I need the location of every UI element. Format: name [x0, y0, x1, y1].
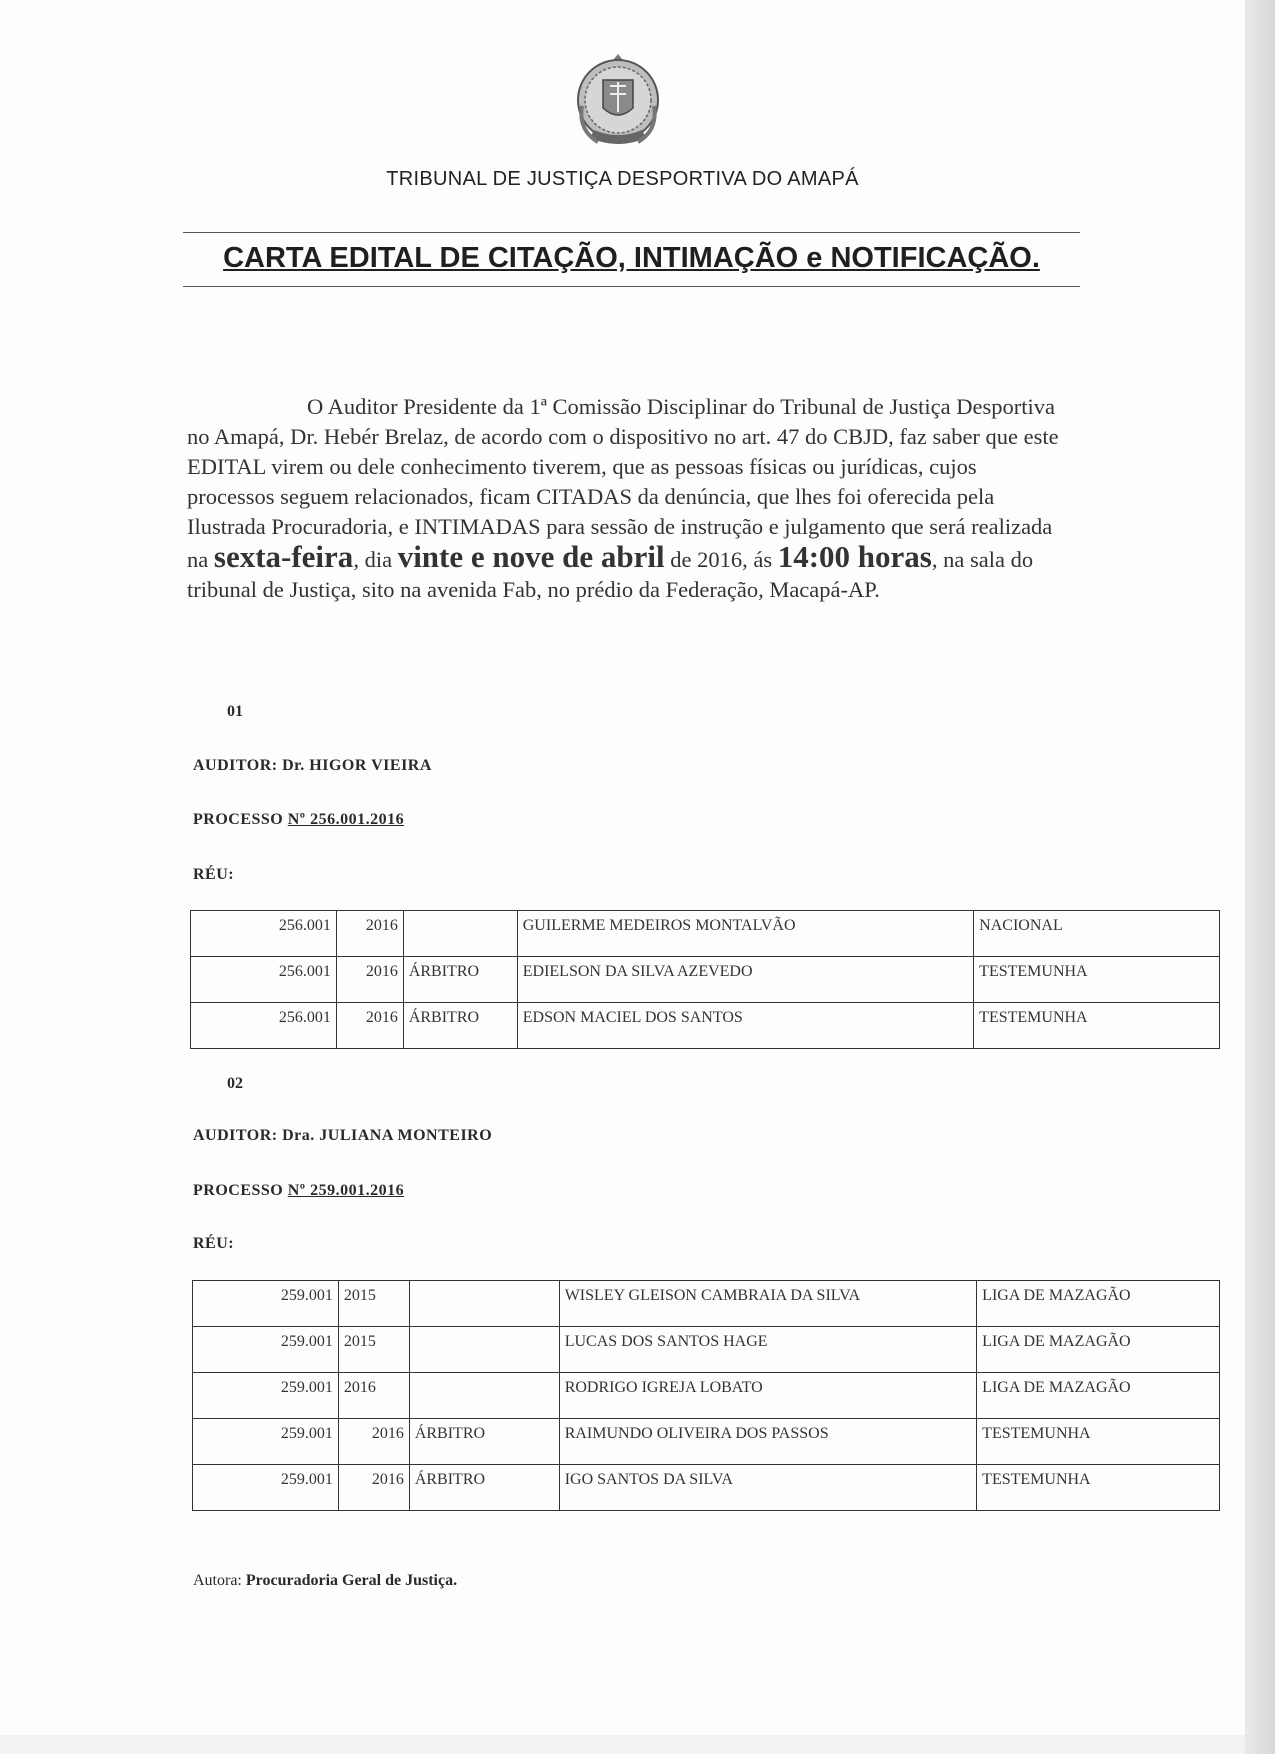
auditor-name: Dra. JULIANA MONTEIRO [282, 1127, 493, 1144]
table-cell: 2016 [338, 1373, 409, 1419]
table-cell: TESTEMUNHA [974, 1003, 1220, 1049]
notice-text-3: de 2016, ás [670, 547, 773, 572]
auditor-name: Dr. HIGOR VIEIRA [282, 757, 432, 774]
table-cell: 2015 [338, 1327, 409, 1373]
block-number: 02 [227, 1075, 243, 1092]
processo-label: PROCESSO [193, 811, 284, 828]
table-cell: NACIONAL [974, 911, 1220, 957]
table-cell [409, 1327, 559, 1373]
table-cell: 2016 [336, 1003, 403, 1049]
table-cell: EDSON MACIEL DOS SANTOS [517, 1003, 973, 1049]
table-cell: IGO SANTOS DA SILVA [559, 1465, 976, 1511]
processo-number: Nº 256.001.2016 [287, 811, 405, 828]
auditor-label: AUDITOR: [193, 757, 278, 774]
table-cell: EDIELSON DA SILVA AZEVEDO [517, 957, 973, 1003]
table-cell: LUCAS DOS SANTOS HAGE [559, 1327, 976, 1373]
block-number: 01 [227, 703, 243, 720]
table-row [193, 1373, 1220, 1419]
table-row [193, 1327, 1220, 1373]
session-time: 14:00 horas [777, 539, 932, 574]
notice-text-2: , dia [353, 547, 393, 572]
parties-table [190, 910, 1220, 1049]
processo-line [193, 1182, 404, 1200]
table-cell: TESTEMUNHA [977, 1419, 1220, 1465]
document-title: CARTA EDITAL DE CITAÇÃO, INTIMAÇÃO e NOTIFICAÇÃO. [223, 242, 1040, 274]
table-cell: 2016 [336, 911, 403, 957]
table-cell: 2016 [338, 1419, 409, 1465]
table-cell: ÁRBITRO [403, 1003, 517, 1049]
table-cell: LIGA DE MAZAGÃO [977, 1327, 1220, 1373]
table-row [191, 911, 1220, 957]
table-cell: ÁRBITRO [403, 957, 517, 1003]
title-bottom-rule [183, 286, 1080, 287]
table-cell: ÁRBITRO [409, 1419, 559, 1465]
table-cell: ÁRBITRO [409, 1465, 559, 1511]
table-cell: LIGA DE MAZAGÃO [977, 1281, 1220, 1327]
auditor-line [193, 757, 432, 775]
session-weekday: sexta-feira [213, 539, 354, 574]
processo-line [193, 811, 404, 829]
table-cell: TESTEMUNHA [977, 1465, 1220, 1511]
parties-table [192, 1280, 1220, 1511]
author-line [193, 1572, 457, 1590]
table-row [191, 957, 1220, 1003]
notice-text-4: , na sala do tribunal de Justiça, sito na avenida Fab, no prédio da Federação, Macapá-AP. [187, 547, 1034, 602]
table-cell: 256.001 [191, 957, 337, 1003]
notice-paragraph [187, 392, 1067, 605]
table-cell: RODRIGO IGREJA LOBATO [559, 1373, 976, 1419]
author-name: Procuradoria Geral de Justiça. [245, 1572, 458, 1589]
auditor-line [193, 1127, 492, 1145]
processo-number: Nº 259.001.2016 [287, 1182, 405, 1199]
notice-text-1: O Auditor Presidente da 1ª Comissão Disciplinar do Tribunal de Justiça Desportiva no Amapá, Dr. Hebér Brelaz, de acordo com o dispositivo no art. 47 do CBJD, faz saber que este EDITAL virem ou dele conhecimento tiverem, que as pessoas físicas ou jurídicas, cujos processos seguem relacionados, ficam CITADAS da denúncia, que lhes foi oferecida pela Ilustrada Procuradoria, e INTIMADAS para sessão de instrução e julgamento que será realizada na [187, 394, 1059, 572]
table-row [193, 1281, 1220, 1327]
table-cell: RAIMUNDO OLIVEIRA DOS PASSOS [559, 1419, 976, 1465]
processo-label: PROCESSO [193, 1182, 284, 1199]
table-cell: 259.001 [193, 1281, 339, 1327]
table-cell: 259.001 [193, 1373, 339, 1419]
table-cell: 256.001 [191, 911, 337, 957]
table-cell: 259.001 [193, 1419, 339, 1465]
scan-page-edge [1245, 0, 1275, 1754]
organization-name: TRIBUNAL DE JUSTIÇA DESPORTIVA DO AMAPÁ [386, 168, 859, 190]
table-cell: 256.001 [191, 1003, 337, 1049]
reu-label: RÉU: [193, 1235, 235, 1252]
table-row [193, 1419, 1220, 1465]
title-top-rule [183, 232, 1080, 233]
table-cell: GUILERME MEDEIROS MONTALVÃO [517, 911, 973, 957]
table-cell: TESTEMUNHA [974, 957, 1220, 1003]
table-cell [409, 1281, 559, 1327]
table-cell: LIGA DE MAZAGÃO [977, 1373, 1220, 1419]
table-cell [403, 911, 517, 957]
auditor-label: AUDITOR: [193, 1127, 278, 1144]
table-cell [409, 1373, 559, 1419]
table-row [191, 1003, 1220, 1049]
author-label: Autora: [193, 1572, 242, 1589]
table-cell: 2016 [336, 957, 403, 1003]
session-date: vinte e nove de abril [397, 539, 665, 574]
table-cell: WISLEY GLEISON CAMBRAIA DA SILVA [559, 1281, 976, 1327]
tribunal-crest-icon [568, 50, 668, 155]
reu-label: RÉU: [193, 866, 235, 883]
table-cell: 2015 [338, 1281, 409, 1327]
table-row [193, 1465, 1220, 1511]
table-cell: 259.001 [193, 1465, 339, 1511]
table-cell: 2016 [338, 1465, 409, 1511]
table-cell: 259.001 [193, 1327, 339, 1373]
